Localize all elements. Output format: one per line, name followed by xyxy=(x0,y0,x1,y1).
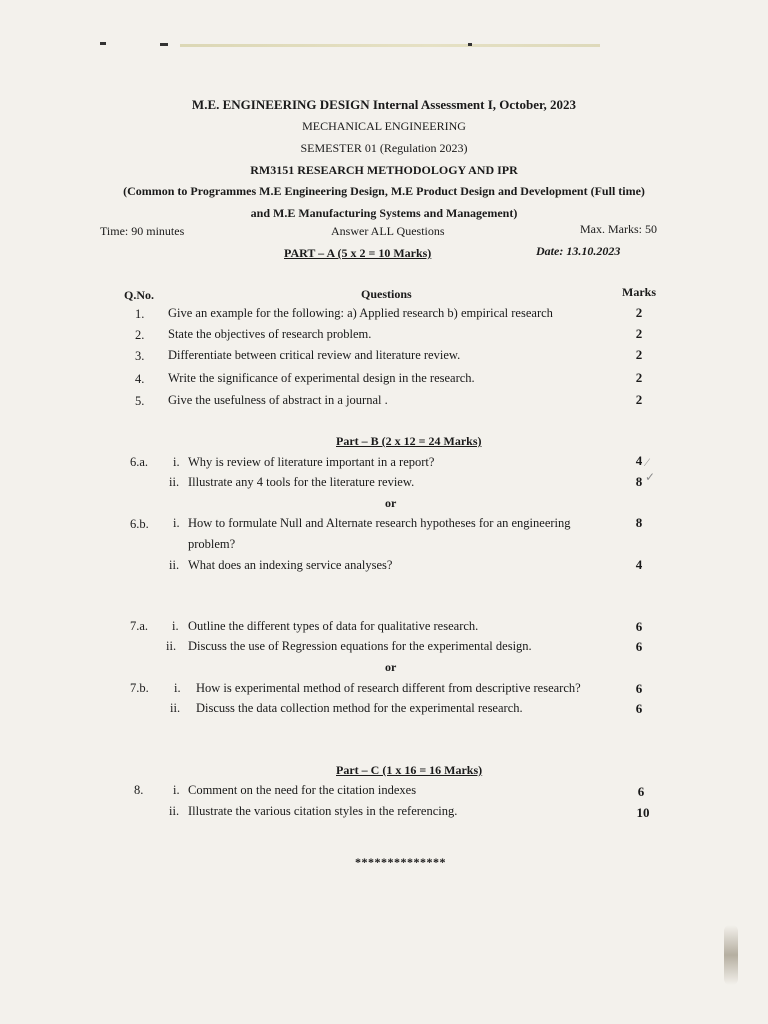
question-text: Write the significance of experimental design in the research. xyxy=(168,371,475,385)
semester: SEMESTER 01 (Regulation 2023) xyxy=(300,141,468,155)
scan-artifact xyxy=(180,44,600,47)
sub-question-numeral: ii. xyxy=(166,639,177,653)
or-separator: or xyxy=(385,660,397,674)
part-c-title: Part – C (1 x 16 = 16 Marks) xyxy=(336,763,483,777)
col-marks: Marks xyxy=(622,285,656,299)
question-text: Discuss the use of Regression equations for the experimental design. xyxy=(188,639,532,653)
exam-title: M.E. ENGINEERING DESIGN Internal Assessment I, October, 2023 xyxy=(191,97,577,112)
end-of-paper-marker: ************** xyxy=(355,855,446,869)
question-number: 2. xyxy=(135,328,145,342)
question-mark: 2 xyxy=(635,370,643,385)
col-questions: Questions xyxy=(361,287,412,301)
question-number: 7.b. xyxy=(130,681,149,695)
department: MECHANICAL ENGINEERING xyxy=(302,119,466,133)
question-text: Discuss the data collection method for the experimental research. xyxy=(196,701,523,715)
sub-question-numeral: i. xyxy=(172,619,179,633)
question-text: Comment on the need for the citation indexes xyxy=(188,783,417,797)
question-number: 3. xyxy=(135,349,145,363)
question-mark: 6 xyxy=(637,784,645,799)
question-number: 6.b. xyxy=(130,517,149,531)
exam-date: Date: 13.10.2023 xyxy=(536,244,621,258)
question-mark: 2 xyxy=(635,347,643,362)
programmes-line2: and M.E Manufacturing Systems and Management) xyxy=(250,206,518,220)
question-text: Why is review of literature important in a report? xyxy=(188,455,435,469)
question-mark: 10 xyxy=(636,805,650,820)
question-text: Illustrate the various citation styles in the referencing. xyxy=(188,804,458,818)
sub-question-numeral: i. xyxy=(173,455,180,469)
question-mark: 6 xyxy=(635,701,643,716)
question-mark: 6 xyxy=(635,681,643,696)
sub-question-numeral: ii. xyxy=(170,701,181,715)
question-text: Give an example for the following: a) Applied research b) empirical research xyxy=(168,306,553,320)
question-mark: 2 xyxy=(635,392,643,407)
question-number: 1. xyxy=(135,307,145,321)
tick-mark-icon: ✓ xyxy=(645,470,656,484)
col-qno: Q.No. xyxy=(124,288,154,302)
question-mark: 8 xyxy=(635,515,643,530)
question-text-continued: problem? xyxy=(188,537,236,551)
question-mark: 4 xyxy=(635,453,643,468)
question-number: 6.a. xyxy=(130,455,149,469)
question-mark: 2 xyxy=(635,305,643,320)
scan-speck xyxy=(468,43,472,46)
question-number: 5. xyxy=(135,394,145,408)
course-title: RM3151 RESEARCH METHODOLOGY AND IPR xyxy=(250,163,518,177)
question-text: Differentiate between critical review and literature review. xyxy=(168,348,461,362)
or-separator: or xyxy=(385,496,397,510)
sub-question-numeral: ii. xyxy=(169,558,180,572)
part-b-title: Part – B (2 x 12 = 24 Marks) xyxy=(336,434,482,448)
question-text: How to formulate Null and Alternate research hypotheses for an engineering xyxy=(188,516,571,530)
programmes-line1: (Common to Programmes M.E Engineering Design, M.E Product Design and Development (Full time) xyxy=(123,184,645,198)
question-text: Outline the different types of data for qualitative research. xyxy=(188,619,479,633)
question-number: 7.a. xyxy=(130,619,149,633)
question-mark: 8 xyxy=(635,474,643,489)
question-mark: 2 xyxy=(635,326,643,341)
sub-question-numeral: ii. xyxy=(169,475,180,489)
sub-question-numeral: i. xyxy=(173,783,180,797)
sub-question-numeral: ii. xyxy=(169,804,180,818)
question-text: State the objectives of research problem. xyxy=(168,327,372,341)
scan-speck xyxy=(100,42,106,45)
question-number: 4. xyxy=(135,372,145,386)
scan-speck xyxy=(160,43,168,46)
question-number: 8. xyxy=(134,783,144,797)
question-text: How is experimental method of research different from descriptive research? xyxy=(196,681,581,695)
question-mark: 6 xyxy=(635,619,643,634)
exam-time: Time: 90 minutes xyxy=(100,224,185,238)
tick-mark-icon: ⁄ xyxy=(646,455,649,469)
instruction: Answer ALL Questions xyxy=(331,224,445,238)
question-text: What does an indexing service analyses? xyxy=(188,558,393,572)
question-text: Illustrate any 4 tools for the literature review. xyxy=(188,475,415,489)
question-mark: 6 xyxy=(635,639,643,654)
scan-edge-shadow xyxy=(724,925,738,985)
sub-question-numeral: i. xyxy=(173,516,180,530)
max-marks: Max. Marks: 50 xyxy=(580,222,657,236)
question-text: Give the usefulness of abstract in a journal . xyxy=(168,393,388,407)
part-a-title: PART – A (5 x 2 = 10 Marks) xyxy=(284,246,432,260)
sub-question-numeral: i. xyxy=(174,681,181,695)
question-mark: 4 xyxy=(635,557,643,572)
